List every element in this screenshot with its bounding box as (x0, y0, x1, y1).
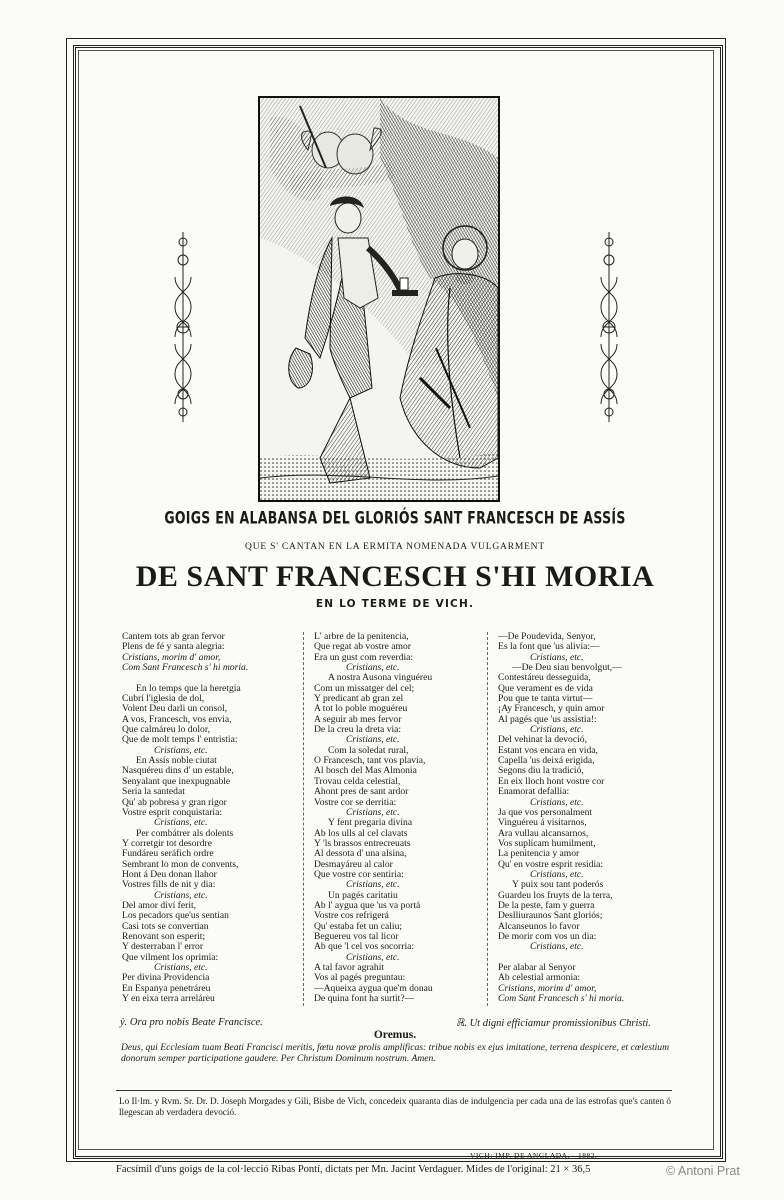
verse-line: Sembrant lo mon de convents, (122, 858, 239, 870)
verse-line: Cristians, morim d' amor, (122, 651, 221, 663)
verse-line: La penitencia y amor (498, 848, 580, 860)
verse-line: De morir com vos un dia: (498, 930, 597, 942)
verse-line: Y 'ls brassos entrecreuats (314, 837, 411, 849)
verse-line: —De Deu siau benvolgut,— (512, 662, 622, 674)
verse-line: Vostres fills de nit y dia: (122, 879, 216, 891)
column-divider (487, 632, 488, 1006)
verse-line: Cubrí l'iglesia de dol, (122, 693, 205, 705)
verse-line: De la creu la dreta via: (314, 724, 402, 736)
verse-line: Qu' estaba fet un caliu; (314, 920, 403, 932)
oremus-title: Oremus. (373, 1029, 417, 1041)
verse-line: Cristians, etc. (154, 962, 208, 973)
verse-line: Beguereu vos tal licor (314, 930, 399, 942)
verse-line: Ab que 'l cel vos socorria: (314, 941, 415, 953)
verse-line: Ara vullau alcansarnos, (498, 827, 589, 839)
verse-line: Desmayáreu al calor (314, 858, 393, 870)
verse-line: Cristians, etc. (530, 868, 584, 880)
verse-line: Com la soledat rural, (328, 744, 409, 756)
verse-line: Qu' en vostre esprit residia: (498, 858, 604, 870)
verse-line: Vos al pagés preguntau: (314, 972, 406, 984)
verse-line: Fundáreu seráfich ordre (122, 848, 214, 860)
saint-francis-engraving-icon (258, 96, 500, 502)
verse-line: ¡Ay Francesch, y quin amor (498, 703, 605, 715)
verse-line: Senyalant que inexpugnable (122, 775, 231, 787)
verse-column-2 (314, 632, 433, 1004)
verse-line: En Assís noble ciutat (136, 755, 217, 767)
printer-imprint: VICH: IMP. DE ANGLADA.—1882. (470, 1151, 598, 1160)
verse-line: Trovau celda celestial, (314, 775, 401, 787)
verse-line: Contestáreu desseguida, (498, 672, 591, 684)
verse-line: L' arbre de la penitencia, (314, 631, 409, 642)
verse-line: Vostre esprit conquistaria: (122, 806, 223, 818)
verse-line: Cristians, etc. (154, 889, 208, 901)
verse-line: Al bosch del Mas Almonia (314, 765, 417, 777)
verse-line: Enamorat defallia: (498, 786, 570, 798)
verse-line: A tot lo poble moguéreu (314, 703, 408, 715)
verse-line: Vostre cos refrigerá (314, 910, 389, 922)
verse-line: Qu' ab pobresa y gran rigor (122, 796, 227, 808)
verse-line: Que regat ab vostre amor (314, 641, 411, 653)
verse-line: Y puix sou tant poderós (512, 879, 604, 891)
verse-line: Ab los ulls al cel clavats (314, 827, 408, 839)
verse-line: Los pecadors que'us sentian (122, 910, 229, 922)
verse-line: Era un gust com reverdia: (314, 651, 414, 663)
verse-line: O Francesch, tant vos plavia, (314, 755, 426, 767)
verse-line: Cristians, etc. (530, 941, 584, 953)
verse-line: Volent Deu darli un consol, (122, 703, 228, 715)
verse-line: En Espanya penetráreu (122, 982, 211, 994)
verse-line: Es la font que 'us alivia:— (498, 641, 600, 653)
verse-line: Cristians, etc. (346, 734, 400, 746)
copyright-watermark: © Antoni Prat (666, 1164, 740, 1178)
verse-line: Vos suplicam humilment, (498, 837, 596, 849)
verse-line: Com Sant Francesch s' hi moria. (122, 662, 249, 674)
heading-location: EN LO TERME DE VICH. (315, 598, 475, 610)
heading-title: GOIGS EN ALABANSA DEL GLORIÓS SANT FRANCESCH DE ASSÍS (164, 507, 626, 528)
verse-line: Que verament es de vida (498, 682, 593, 694)
verse-line: A nostra Ausona vinguéreu (328, 672, 433, 684)
verse-line: Cristians, etc. (346, 879, 400, 891)
verse-line: A vos, Francesch, vos envia, (122, 713, 232, 725)
verse-line: Vinguéreu á visitarnos, (498, 817, 587, 829)
verse-line: Cristians, etc. (530, 724, 584, 736)
verse-line: Cristians, etc. (346, 806, 400, 818)
verse-line: Del amor diví ferit, (122, 899, 197, 911)
verse-line: Per divina Providencia (122, 972, 210, 984)
verse-line: Un pagés caritatiu (328, 889, 398, 901)
verse-line: Que vilment los oprimia: (122, 951, 219, 963)
facsimile-caption: Facsímil d'uns goigs de la col·lecció Ribas Pontí, dictats per Mn. Jacint Verdaguer. Mides de l'original: 21 × 36,5 (116, 1164, 591, 1175)
verse-line: Capella 'us deixá erigida, (498, 755, 595, 767)
verse-line: Plens de fé y santa alegria: (122, 641, 225, 653)
heading-main: DE SANT FRANCESCH S'HI MORIA (135, 560, 655, 593)
verse-line: —Aqueixa ayguа que'm donau (314, 982, 433, 994)
verse-line: Del vehinat la devoció, (498, 734, 587, 746)
verse-line: Guardeu los fruyts de la terra, (498, 889, 613, 901)
verse-line: Deslliuraunos Sant gloriós; (498, 910, 603, 922)
verse-line: Per alabar al Senyor (498, 962, 576, 973)
verse-line: De la peste, fam y guerra (498, 899, 595, 911)
verse-line: En lo temps que la heretgia (136, 682, 241, 694)
verse-line: Ab l' ayguа que 'us va portá (314, 899, 421, 911)
verse-line: Nasquéreu dins d' un estable, (122, 765, 234, 777)
verse-line: En eix lloch hont vostre cor (498, 775, 605, 787)
verse-line: Ahont pres de sant ardor (314, 786, 409, 798)
verse-line: Al pagés que 'us assistia!: (498, 713, 597, 725)
verse-line: Alcanseunos lo favor (498, 920, 580, 932)
verse-line: Cristians, etc. (154, 744, 208, 756)
verse-line: Y predicant ab gran zel (314, 693, 404, 705)
verse-line: Y corretgir tot desordre (122, 837, 212, 849)
indulgence-note: Lo Il·lm. y Rvm. Sr. Dr. D. Joseph Morgades y Gili, Bisbe de Vich, concedeix quaranta dias de indulgencia per cada una de las estrofas que's canten ó llegescan ab verdadera devoció. (119, 1096, 671, 1117)
verse-line: Renovant son esperit; (122, 930, 206, 942)
verse-line: Estant vos encara en vida, (498, 744, 598, 756)
verse-line: A tal favor agrahit (314, 962, 385, 973)
versicle: ẏ. Ora pro nobis Beate Francisce. (120, 1017, 263, 1028)
verse-line: Cristians, etc. (346, 951, 400, 963)
divider-rule (116, 1090, 672, 1091)
verse-line: Cristians, morim d' amor, (498, 982, 597, 994)
verse-line: —De Poudevida, Senyor, (498, 631, 596, 642)
column-divider (303, 632, 304, 1006)
filigree-ornament-icon (598, 232, 620, 422)
verse-line: Segons diu la tradició, (498, 765, 584, 777)
verse-line: Cristians, etc. (530, 651, 584, 663)
verse-line: Cristians, etc. (346, 662, 400, 674)
verse-line: Y fent pregaria divina (328, 817, 413, 829)
verse-line: De quina font ha surtit?— (314, 993, 415, 1005)
verse-line: Com un missatger del cel; (314, 682, 415, 694)
verse-column-3 (498, 632, 624, 1004)
verse-line: Casi tots se convertian (122, 920, 209, 932)
heading-subtitle: QUE S' CANTAN EN LA ERMITA NOMENADA VULGARMENT (245, 542, 545, 552)
prayer-text: Deus, qui Ecclesiam tuam Beati Francisci meritis, fœtu novæ prolis amplificas: tribue nobis ex ejus imitatione, terrena despicere, et cœlestium donorum semper participatione gaudere. Per Christum Dominum nostrum. Amen. (121, 1042, 669, 1065)
verse-line: Ab celestial armonia: (498, 972, 581, 984)
verse-line: Que vostre cor sentiria: (314, 868, 404, 880)
verse-line: A seguir ab mes fervor (314, 713, 402, 725)
verse-line: Que de molt temps l' entristia: (122, 734, 238, 746)
verse-line: Cristians, etc. (530, 796, 584, 808)
verse-line: Per combátrer als dolents (136, 827, 234, 839)
verse-line: Que calmáreu lo dolor, (122, 724, 211, 736)
verse-line: Cantem tots ab gran fervor (122, 631, 225, 642)
verse-line: Pou que te tanta virtut— (498, 693, 593, 705)
verse-line: Cristians, etc. (154, 817, 208, 829)
verse-line: Y en eixa terra arreláreu (122, 993, 215, 1005)
verse-line: Al dessota d' una alsina, (314, 848, 407, 860)
response: ℝ. Ut digni efficiamur promissionibus Christi. (456, 1018, 651, 1029)
verse-column-1 (122, 632, 248, 1004)
verse-line: Com Sant Francesch s' hi moria. (498, 993, 625, 1005)
verse-line: Ja que vos personalment (498, 806, 593, 818)
verse-line: Vostre cor se derritia: (314, 796, 397, 808)
verse-line: Hont á Deu donan llahor (122, 868, 217, 880)
verse-line: Y desterraban l' error (122, 941, 204, 953)
verse-line: Seria la santedat (122, 786, 185, 798)
filigree-ornament-icon (172, 232, 194, 422)
